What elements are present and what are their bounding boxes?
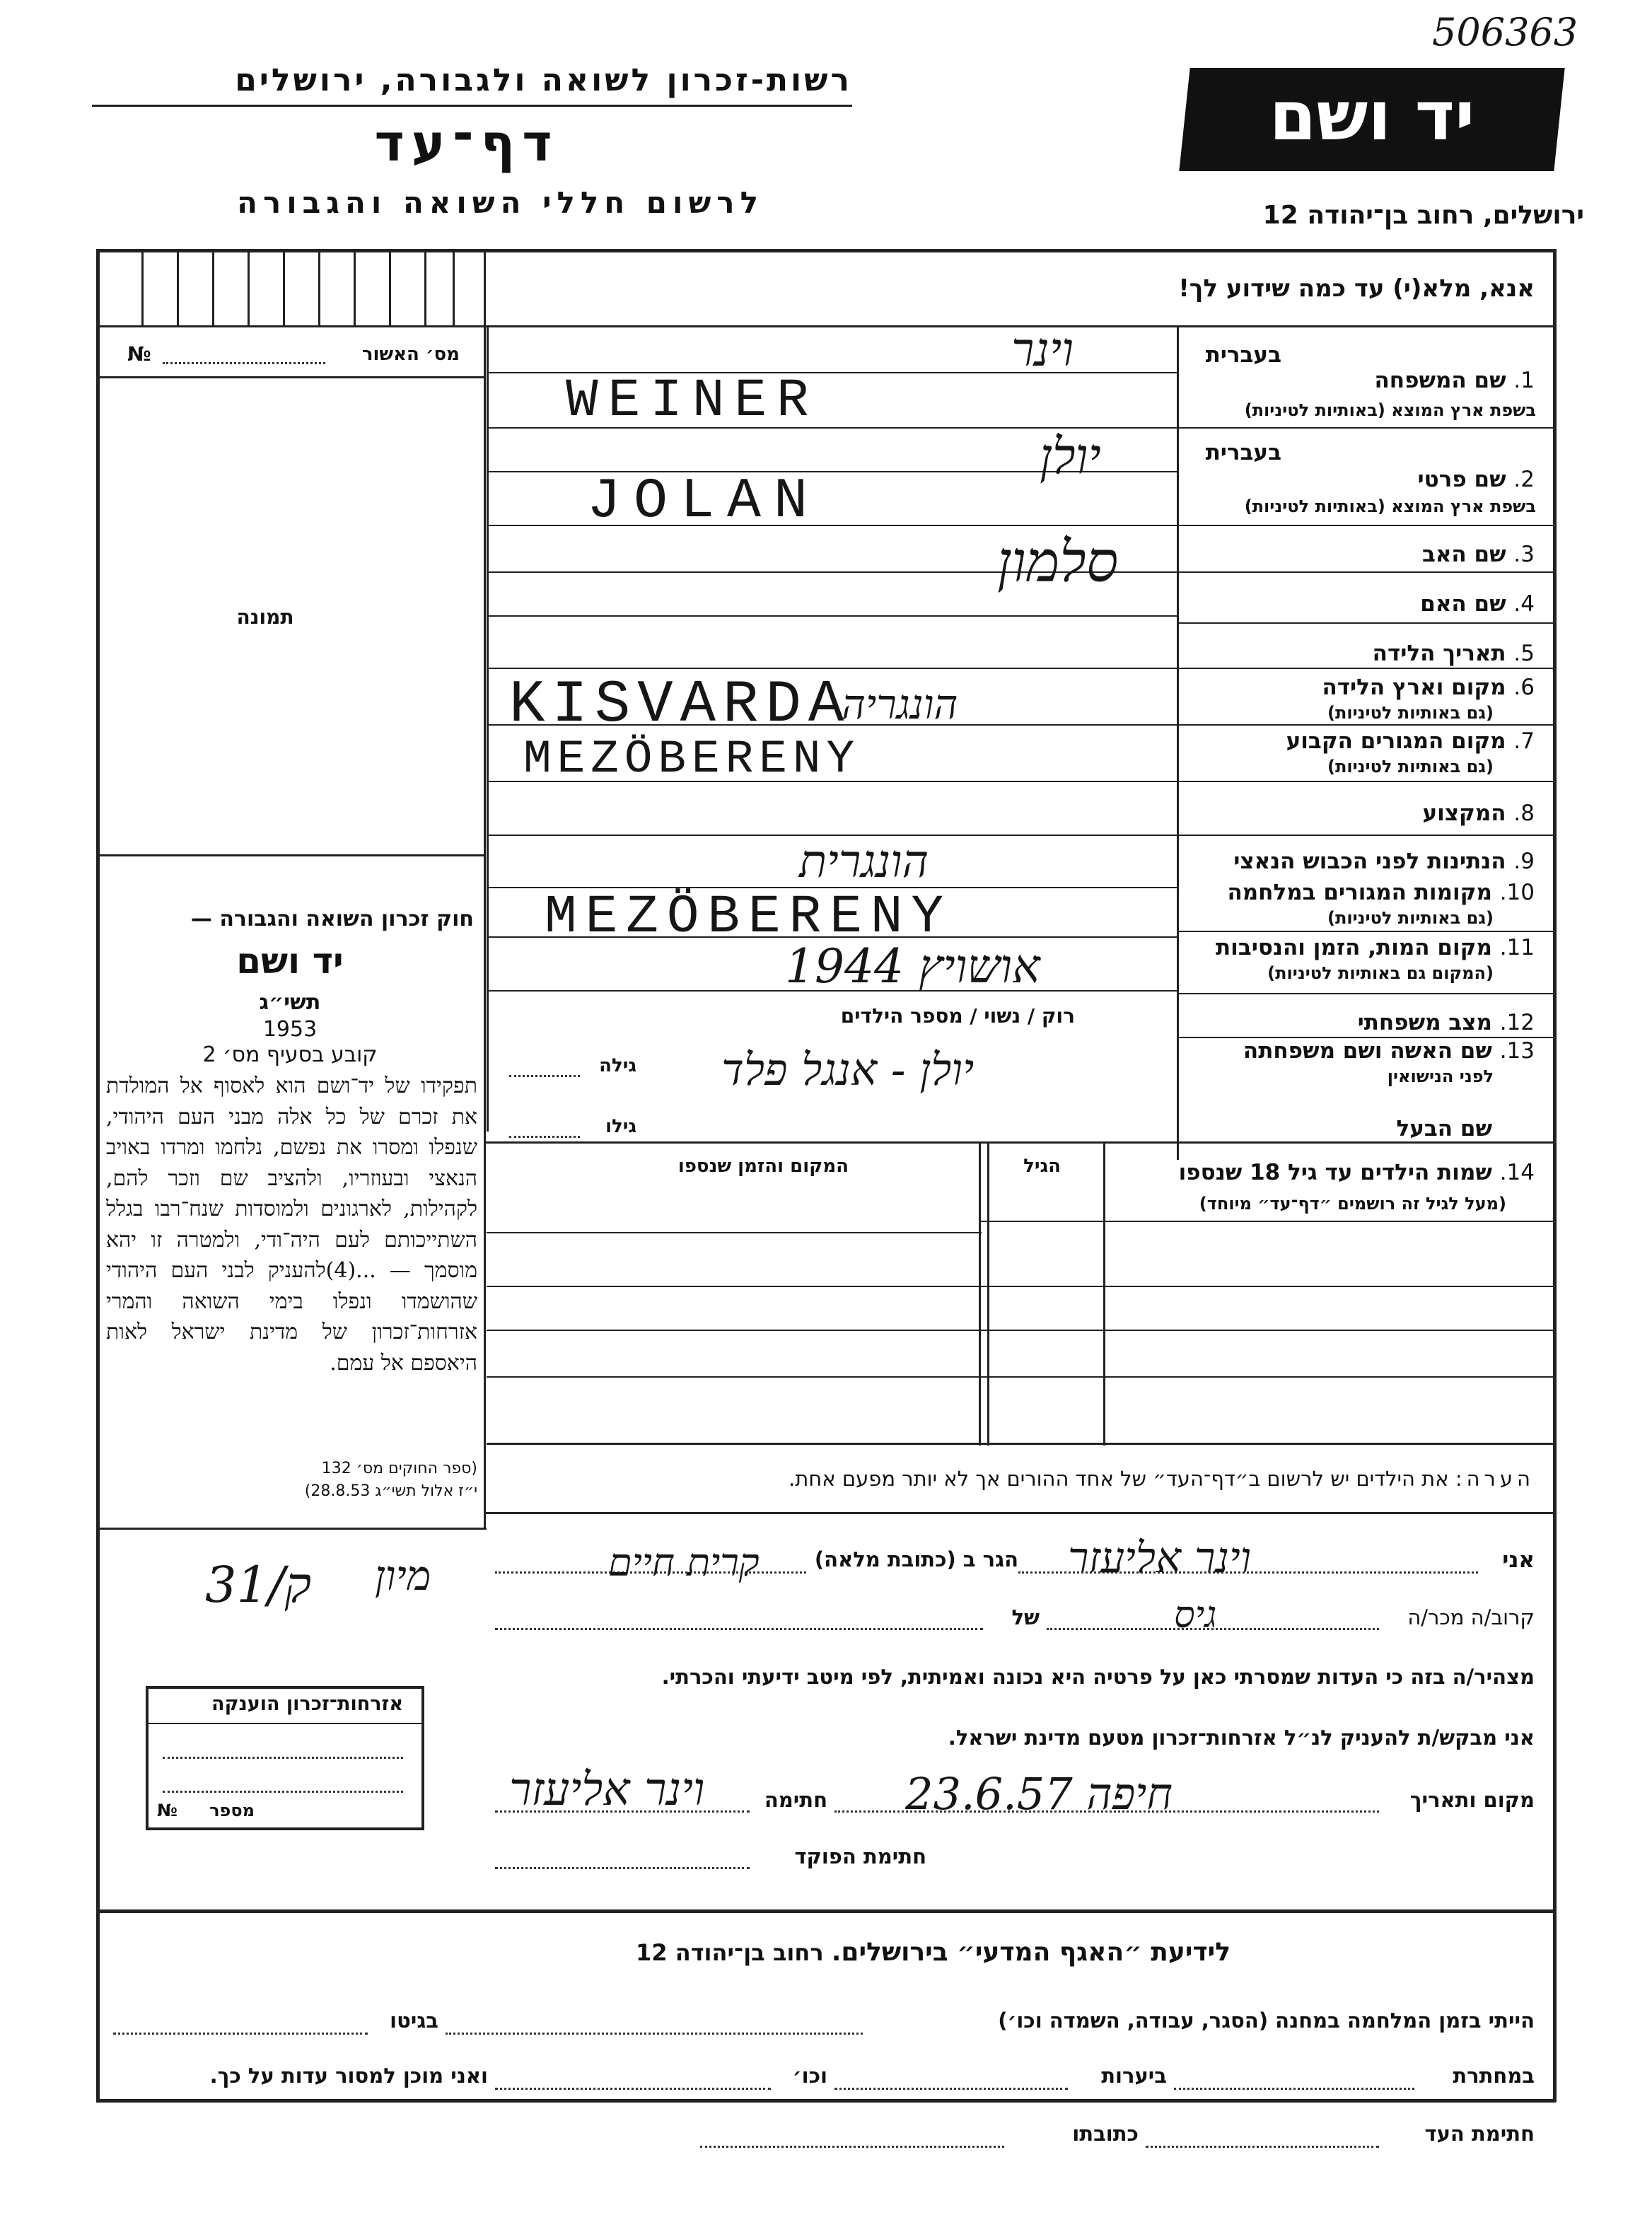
field-8-num: 8. xyxy=(1513,801,1535,826)
field-11-sub: (המקום גם באותיות לטיניות) xyxy=(1267,963,1494,983)
center-column-right xyxy=(1177,325,1179,1160)
hw-signature: וינר אליעזר xyxy=(509,1764,705,1816)
label-rule xyxy=(1177,993,1556,994)
footer-dots xyxy=(1146,2146,1379,2148)
label-rule xyxy=(1177,622,1556,624)
field-7-sub: (גם באותיות לטיניות) xyxy=(1327,757,1494,777)
children-place-col: המקום והזמן שנספו xyxy=(677,1156,849,1177)
field-11-label xyxy=(1188,935,1535,960)
frame-bottom xyxy=(96,2099,1556,2103)
field-7-text: מקום המגורים הקבוע xyxy=(1286,728,1506,754)
request-text: אני מבקש/ת להעניק לנ״ל אזרחות־זכרון מטעם מדינת ישראל. xyxy=(948,1726,1535,1750)
left-column-divider xyxy=(484,249,486,1529)
approval-label: מס׳ האשור xyxy=(361,344,460,365)
footer-line1a: הייתי בזמן המלחמה במחנה (הסגר, עבודה, השמדה וכו׳) xyxy=(998,2008,1535,2033)
footer-line2b: ביערות xyxy=(1101,2064,1167,2088)
law-bottom xyxy=(96,1528,487,1530)
photo-top xyxy=(96,376,485,378)
husband-label: שם הבעל xyxy=(1396,1116,1492,1141)
footer-line2c: וכו׳ xyxy=(792,2064,827,2088)
hw-nationality: הונגרית xyxy=(799,836,929,888)
tick-line xyxy=(212,249,214,325)
children-col xyxy=(1103,1141,1105,1446)
field-9-num: 9. xyxy=(1513,849,1535,874)
field-12-text: מצב משפחתי xyxy=(1357,1010,1492,1035)
field-9-label xyxy=(1188,849,1535,874)
hw-birthplace: KISVARDA xyxy=(509,672,851,739)
hw-relation: גיס xyxy=(1174,1594,1217,1636)
footer-notice-text: לידיעת ״האגף המדעי״ בירושלים. xyxy=(831,1938,1231,1967)
citizenship-dots xyxy=(163,1791,403,1793)
field-6-text: מקום וארץ הלידה xyxy=(1322,675,1506,700)
hw-residence: MEZÖBERENY xyxy=(523,733,861,786)
hw-death: אושויץ 1944 xyxy=(785,939,1040,994)
children-row xyxy=(487,1286,1556,1287)
answer-line xyxy=(487,615,1177,617)
label-rule xyxy=(1177,525,1556,526)
photo-label: תמונה xyxy=(236,605,294,629)
children-label xyxy=(1117,1160,1535,1185)
left-note-2: מיון xyxy=(375,1552,431,1600)
citizenship-number-label: מספר xyxy=(209,1801,255,1820)
law-year: 1953 xyxy=(262,1017,318,1042)
field-8-label xyxy=(1188,801,1535,826)
marital-options: רוק / נשוי / מספר הילדים xyxy=(840,1004,1075,1028)
hw-firstname-latin: JOLAN xyxy=(587,470,821,534)
field-1-sub: בשפת ארץ המוצא (באותיות לטיניות) xyxy=(1244,400,1536,420)
label-rule xyxy=(1177,835,1556,836)
field-10-sub: (גם באותיות לטיניות) xyxy=(1327,908,1494,928)
hw-birthplace-hebrew: הונגריה xyxy=(842,680,958,728)
children-row xyxy=(487,1376,1556,1378)
footer-dots xyxy=(834,2088,1068,2090)
header-rule xyxy=(92,105,852,107)
law-year-heb: תשי״ג xyxy=(259,990,321,1015)
label-rule xyxy=(1177,724,1556,726)
law-name: יד ושם xyxy=(236,941,344,982)
citizenship-no: № xyxy=(157,1801,178,1820)
frame-left xyxy=(96,249,100,2102)
field-12-label xyxy=(1188,1010,1535,1035)
field-4-text: שם האם xyxy=(1420,591,1506,617)
field-1-num: 1. xyxy=(1513,368,1535,393)
field-10-text: מקומות המגורים במלחמה xyxy=(1227,880,1492,905)
label-rule xyxy=(1177,427,1556,429)
field-3-num: 3. xyxy=(1513,542,1535,567)
note-label: הערה: xyxy=(1455,1467,1535,1491)
footer-line3a: חתימת העד xyxy=(1424,2122,1535,2146)
hw-place-date: חיפה 23.6.57 xyxy=(905,1768,1173,1820)
tick-line xyxy=(389,249,391,325)
logo-text: יד ושם xyxy=(1269,76,1475,156)
tick-line xyxy=(283,249,285,325)
approval-no: № xyxy=(127,342,151,366)
place-date-label: מקום ותאריך xyxy=(1409,1788,1535,1812)
footer-rule xyxy=(96,1909,1556,1913)
field-10-label xyxy=(1188,880,1535,905)
footer-dots xyxy=(1174,2088,1414,2090)
field-2-label xyxy=(1188,467,1535,492)
answer-line xyxy=(487,668,1177,669)
children-col xyxy=(979,1141,981,1446)
hw-wartime-residence: MEZÖBERENY xyxy=(545,887,953,948)
field-7-label xyxy=(1188,728,1535,754)
hw-witness-address: קרית חיים xyxy=(608,1540,760,1585)
tick-line xyxy=(354,249,356,325)
children-sub: (מעל לגיל זה רושמים ״דף־עד״ מיוחד) xyxy=(1199,1194,1506,1214)
of-label: של xyxy=(1011,1605,1040,1629)
field-11-text: מקום המות, הזמן והנסיבות xyxy=(1216,935,1492,960)
field-2-text: שם פרטי xyxy=(1417,467,1506,492)
field-13-label xyxy=(1188,1038,1535,1064)
field-13-num: 13. xyxy=(1499,1038,1535,1064)
children-age-col: הגיל xyxy=(1023,1156,1061,1177)
citizenship-rule xyxy=(146,1723,421,1724)
field-7-num: 7. xyxy=(1513,728,1535,754)
left-note: 31/ק xyxy=(205,1556,312,1614)
tick-line xyxy=(177,249,179,325)
official-signature-label: חתימת הפוקד xyxy=(794,1844,926,1868)
frame-right xyxy=(1553,249,1557,2102)
decl-dots xyxy=(495,1867,750,1869)
law-ref-2: י״ז אלול תשי״ג 28.8.53) xyxy=(304,1482,477,1500)
tick-line xyxy=(248,249,250,325)
law-text: תפקידו של יד־ושם הוא לאסוף אל המולדת את זכרם של כל אלה מבני העם היהודי, שנפלו ומסרו את נפשם, נלחמו ומרדו באויב הנאצי ובעוזריו, ולהציב שם וזכר להם, לקהילות, לארגונים ולמוסדות שנח־רבו בגלל השתייכותם לעם היה־ודי, ולמטרה זו יהא מוסמך — ...(4)להעניק לבני העם היהודי שהושמדו ונפלו בימי השואה והמרי אזרחות־זכרון של מדינת ישראל לאות היאספם אל עמם. xyxy=(106,1074,478,1376)
law-title: חוק זכרון השואה והגבורה — xyxy=(190,907,474,931)
field-2-num: 2. xyxy=(1513,467,1535,492)
instruction-text: אנא, מלא(י) עד כמה שידוע לך! xyxy=(1178,274,1535,303)
page-subtitle: לרשום חללי השואה והגבורה xyxy=(237,185,764,220)
field-5-label xyxy=(1188,641,1535,666)
field-5-text: תאריך הלידה xyxy=(1372,641,1506,666)
hw-surname-latin: WEINER xyxy=(566,371,819,431)
field-11-num: 11. xyxy=(1499,935,1535,960)
field-10-num: 10. xyxy=(1499,880,1535,905)
label-rule xyxy=(1177,668,1556,669)
declaration-text: מצהיר/ה בזה כי העדות שמסרתי כאן על פרטיה היא נכונה ואמיתית, לפי מיטב ידיעתי והכרתי. xyxy=(661,1665,1535,1689)
hw-father: סלמון xyxy=(997,529,1119,595)
photo-bottom xyxy=(96,854,485,856)
hw-spouse: יולן - אנגל פלד xyxy=(721,1044,975,1095)
header-org: רשות-זכרון לשואה ולגבורה, ירושלים xyxy=(235,62,852,98)
footer-dots xyxy=(113,2033,368,2035)
label-rule xyxy=(1177,571,1556,573)
field-13-sub: לפני הנישואין xyxy=(1387,1066,1494,1086)
archive-number: 506363 xyxy=(1432,10,1578,54)
footer-line1b: בגיטו xyxy=(390,2008,438,2033)
law-clause: קובע בסעיף מס׳ 2 xyxy=(202,1042,378,1067)
decl-dots xyxy=(495,1628,983,1630)
field-4-num: 4. xyxy=(1513,591,1535,617)
approval-dots xyxy=(163,362,325,364)
footer-line3b: כתובתו xyxy=(1072,2122,1139,2146)
field-4-label xyxy=(1188,591,1535,617)
label-rule xyxy=(1177,781,1556,782)
children-text: שמות הילדים עד גיל 18 שנספו xyxy=(1178,1160,1492,1185)
age-label-husband: גילו xyxy=(605,1116,636,1137)
age-dots-2 xyxy=(509,1136,580,1138)
tick-line xyxy=(424,249,426,325)
footer-dots xyxy=(495,2088,771,2090)
field-6-sub: (גם באותיות לטיניות) xyxy=(1327,703,1494,723)
children-num: 14. xyxy=(1499,1160,1535,1185)
field-3-text: שם האב xyxy=(1421,542,1506,567)
field-12-num: 12. xyxy=(1499,1010,1535,1035)
frame-top xyxy=(96,249,1556,252)
field-3-label xyxy=(1188,542,1535,567)
age-dots-1 xyxy=(509,1075,580,1077)
header-address: ירושלים, רחוב בן־יהודה 12 xyxy=(1262,201,1584,230)
center-column-left xyxy=(487,325,489,1132)
hw-witness-name: וינר אליעזר xyxy=(1068,1533,1252,1583)
signature-label: חתימה xyxy=(764,1788,827,1812)
tick-line xyxy=(453,249,455,325)
field-2-tag: בעברית xyxy=(1205,440,1281,465)
tick-line xyxy=(141,249,144,325)
citizenship-title: אזרחות־זכרון הוענקה xyxy=(211,1693,403,1715)
note-rule xyxy=(484,1512,1556,1514)
field-6-num: 6. xyxy=(1513,675,1535,700)
hw-surname-hebrew: וינר xyxy=(1011,322,1074,377)
field-8-text: המקצוע xyxy=(1422,801,1506,826)
field-6-label xyxy=(1188,675,1535,700)
note-body: את הילדים יש לרשום ב״דף־העד״ של אחד ההורים אך לא יותר מפעם אחת. xyxy=(789,1467,1449,1491)
footer-dots xyxy=(446,2033,863,2035)
children-row xyxy=(487,1330,1556,1331)
footer-line2a: במחתרת xyxy=(1453,2064,1535,2088)
section-rule xyxy=(484,1141,1556,1144)
field-5-num: 5. xyxy=(1513,641,1535,666)
children-col xyxy=(987,1141,989,1446)
resides-label: הגר ב (כתובת מלאה) xyxy=(814,1547,1018,1571)
field-1-label xyxy=(1188,368,1535,393)
citizenship-dots xyxy=(163,1757,403,1759)
law-ref-1: (ספר החוקים מס׳ 132 xyxy=(321,1460,477,1477)
field-1-tag: בעברית xyxy=(1205,342,1281,368)
children-row xyxy=(487,1232,982,1233)
hw-firstname-hebrew: יולן xyxy=(1040,427,1101,485)
label-rule xyxy=(1177,931,1556,932)
relative-label: קרוב/ה מכר/ה xyxy=(1407,1605,1535,1629)
field-2-sub: בשפת ארץ המוצא (באותיות לטיניות) xyxy=(1244,496,1536,516)
field-1-text: שם המשפחה xyxy=(1374,368,1506,393)
field-13-text: שם האשה ושם משפחתה xyxy=(1243,1038,1492,1064)
tick-line xyxy=(318,249,320,325)
children-row xyxy=(487,1443,1556,1445)
page-title: דף־עד xyxy=(374,113,559,173)
note-text xyxy=(495,1467,1535,1491)
field-9-text: הנתינות לפני הכבוש הנאצי xyxy=(1233,849,1506,874)
ani-label: אני xyxy=(1502,1547,1535,1573)
age-label-wife: גילה xyxy=(599,1055,636,1076)
footer-dots xyxy=(700,2146,1004,2148)
footer-address: רחוב בן־יהודה 12 xyxy=(636,1939,824,1966)
footer-line2d: ואני מוכן למסור עדות על כך. xyxy=(209,2064,488,2088)
footer-notice xyxy=(523,1938,1231,1967)
top-boxes-bottom xyxy=(96,325,485,327)
children-row xyxy=(979,1221,1556,1222)
